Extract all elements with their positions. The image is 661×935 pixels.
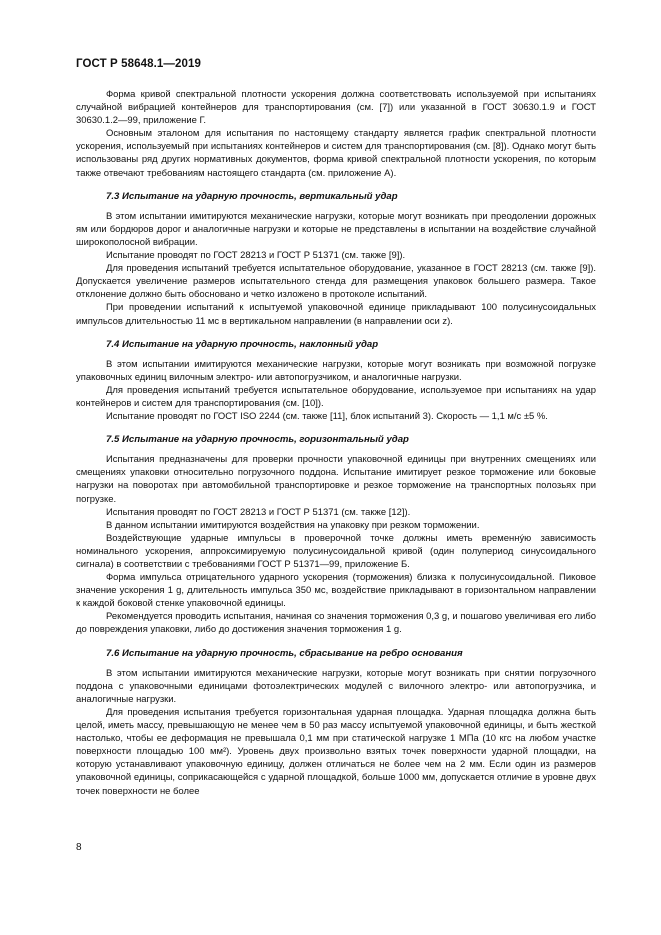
paragraph: В этом испытании имитируются механические нагрузки, которые могут возникать при возможной погрузке упаковочных единиц вилочным электро- или автопогрузчиком, и аналогичные нагрузки. (76, 358, 596, 383)
paragraph: Воздействующие ударные импульсы в проверочной точке должны иметь временнýю зависимость номинального ускорения, аппроксимируемую полусинусоидальной кривой (один полупериод синусоидального сигнала) в соответствии с требованиями ГОСТ Р 51371—99, приложение Б. (76, 532, 596, 570)
paragraph: Для проведения испытаний требуется испытательное оборудование, используемое при испытаниях на удар контейнеров и систем для транспортирования (см. [10]). (76, 384, 596, 409)
section-heading: 7.6 Испытание на ударную прочность, сбрасывание на ребро основания (106, 647, 463, 659)
document-body (76, 88, 596, 798)
document-header: ГОСТ Р 58648.1—2019 (76, 58, 201, 70)
paragraph: Испытания проводят по ГОСТ 28213 и ГОСТ Р 51371 (см. также [12]). (106, 506, 411, 518)
paragraph: Испытание проводят по ГОСТ 28213 и ГОСТ Р 51371 (см. также [9]). (106, 250, 406, 262)
page-number: 8 (76, 842, 82, 853)
paragraph: При проведении испытаний к испытуемой упаковочной единице прикладывают 100 полусинусоидальных импульсов длительностью 11 мс в вертикальном направлении (в направлении оси z). (76, 302, 596, 327)
paragraph: Рекомендуется проводить испытания, начиная со значения торможения 0,3 g, и пошагово увеличивая его либо до повреждения упаковки, либо до достижения значения торможения 1 g. (76, 611, 596, 636)
paragraph: Форма кривой спектральной плотности ускорения должна соответствовать используемой при испытаниях случайной вибрацией контейнеров для транспортирования (см. [7]) или указанной в ГОСТ 30630.1.9 и ГОСТ 30630.1.2—99, приложение Г. (76, 89, 596, 127)
paragraph: В этом испытании имитируются механические нагрузки, которые могут возникать при преодолении дорожных ям или бордюров дорог и аналогичные нагрузки и которые не представлены в испытании на воздействие случайной широкополосной вибрации. (76, 210, 596, 248)
paragraph: Основным эталоном для испытания по настоящему стандарту является график спектральной плотности ускорения, используемый при испытаниях контейнеров и систем для транспортирования (см. [8]). Однако могут быть использованы ряд других нормативных документов, форма кривой спектральной плотности ускорения, по которым также отвечают требованиям настоящего стандарта (см. приложение А). (76, 128, 596, 179)
paragraph: Испытание проводят по ГОСТ ISO 2244 (см. также [11], блок испытаний 3). Скорость — 1,1 м/с ±5 %. (106, 411, 548, 423)
paragraph: Форма импульса отрицательного ударного ускорения (торможения) близка к полусинусоидальной. Пиковое значение ускорения 1 g, длительность импульса 350 мс, воздействие прикладывают в горизонтальном направлении к каждой боковой стенке упаковочной единицы. (76, 572, 596, 610)
section-heading: 7.4 Испытание на ударную прочность, наклонный удар (106, 338, 379, 350)
paragraph: В данном испытании имитируются воздействия на упаковку при резком торможении. (106, 519, 480, 531)
section-heading: 7.3 Испытание на ударную прочность, вертикальный удар (106, 190, 398, 202)
section-heading: 7.5 Испытание на ударную прочность, горизонтальный удар (106, 434, 409, 446)
paragraph: Для проведения испытания требуется горизонтальная ударная площадка. Ударная площадка должна быть целой, иметь массу, превышающую не менее чем в 50 раз массу испытуемой упаковочной единицы, и быть жесткой настолько, чтобы ее деформация не превышала 0,1 мм при статической нагрузке 1 МПа (10 кгс на любом участке поверхности площадью 100 мм²). Уровень двух произвольно взятых точек поверхности ударной площадки, на которую устанавливают упаковочную единицу, должен отличаться не более чем на 2 мм. Если один из размеров упаковочной единицы, соприкасающейся с ударной площадкой, больше 1000 мм, допускается отличие в уровне двух точек поверхности не более (76, 706, 596, 797)
paragraph: Испытания предназначены для проверки прочности упаковочной единицы при внутренних смещениях или смещениях упаковки относительно погрузочного поддона. Испытание имитирует резкое торможение или боковые нагрузки на поворотах при автомобильной транспортировке и резкое торможение на транспортных полозьях при погрузке. (76, 454, 596, 505)
paragraph: Для проведения испытаний требуется испытательное оборудование, указанное в ГОСТ 28213 (см. также [9]). Допускается увеличение размеров испытательного стенда для размещения упаковок большего размера. Такое отклонение должно быть обосновано и четко изложено в протоколе испытаний. (76, 263, 596, 301)
paragraph: В этом испытании имитируются механические нагрузки, которые могут возникать при снятии погрузочного поддона с упаковочными единицами фотоэлектрических модулей с вилочного электро- или автопогрузчика, и аналогичные нагрузки. (76, 667, 596, 705)
